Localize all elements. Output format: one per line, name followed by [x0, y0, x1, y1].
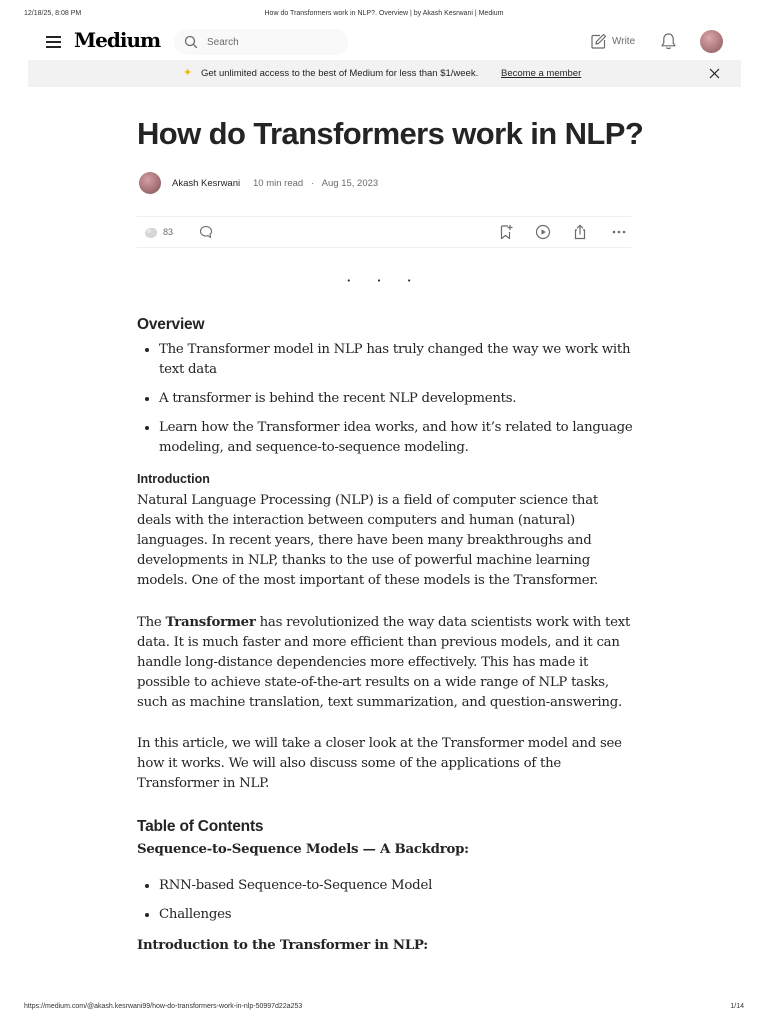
- search-box[interactable]: [174, 29, 348, 55]
- article-body: [137, 316, 633, 956]
- membership-banner: [28, 60, 741, 87]
- section-separator: · · ·: [346, 271, 422, 290]
- medium-logo[interactable]: Medium: [74, 28, 161, 52]
- list-item: • Learn how the Transformer idea works, and how it’s related to language modeling, and sequence-to-sequence modeling.: [159, 418, 633, 458]
- user-avatar[interactable]: [700, 30, 723, 53]
- write-label: Write: [612, 36, 636, 47]
- list-item: • A transformer is behind the recent NLP developments.: [159, 389, 633, 409]
- star-icon: ✦: [183, 67, 193, 79]
- intro-paragraph-1: Natural Language Processing (NLP) is a field of computer science that deals with the interaction between computers and human (natural) languages. In recent years, there have been many breakthroughs and developments in NLP, thanks to the use of powerful machine learning models. One of the most important of these models is the Transformer.: [137, 493, 599, 588]
- bell-icon[interactable]: [660, 32, 677, 51]
- page-number: 1/14: [730, 1003, 744, 1010]
- meta-dot: ·: [311, 178, 315, 189]
- intro-heading: Introduction: [137, 472, 210, 486]
- toc-section-1-list: [137, 876, 633, 925]
- list-item: • RNN-based Sequence-to-Sequence Model: [159, 876, 633, 896]
- comment-icon[interactable]: [199, 225, 213, 239]
- top-navbar: [0, 26, 768, 58]
- overview-list: [137, 340, 633, 458]
- menu-icon[interactable]: [46, 36, 61, 48]
- play-icon[interactable]: [535, 224, 551, 240]
- search-input[interactable]: [207, 35, 337, 49]
- print-doc-title: How do Transformers work in NLP?. Overview | by Akash Kesrwani | Medium: [264, 10, 504, 17]
- write-icon: [590, 33, 607, 50]
- article-title: How do Transformers work in NLP?: [137, 116, 644, 151]
- bookmark-add-icon[interactable]: [499, 224, 513, 240]
- share-icon[interactable]: [573, 224, 587, 240]
- article-meta: [253, 178, 378, 189]
- overview-heading: Overview: [137, 316, 205, 333]
- search-icon: [184, 35, 198, 49]
- banner-message: Get unlimited access to the best of Medium for less than $1/week.: [201, 68, 479, 79]
- print-header: [24, 10, 744, 22]
- toc-heading: Table of Contents: [137, 818, 264, 835]
- page-url: https://medium.com/@akash.kesrwani99/how-do-transformers-work-in-nlp-50997d22a253: [24, 1003, 303, 1010]
- author-row: [137, 172, 637, 194]
- list-item: • Challenges: [159, 905, 633, 925]
- clap-count: 83: [163, 227, 174, 237]
- intro-p2-rest: has revolutionized the way data scientists work with text data. It is much faster and more efficient than previous models, and it can handle long-distance dependencies more effectively. This has made it possible to achieve state-of-the-art results on a wide range of NLP tasks, such as machine translation, text summarization, and question-answering.: [137, 615, 631, 710]
- read-time: 10 min read: [253, 178, 304, 189]
- clap-icon[interactable]: [143, 225, 159, 239]
- close-icon[interactable]: [709, 68, 720, 79]
- intro-p2-start: The: [137, 615, 166, 630]
- author-name[interactable]: Akash Kesrwani: [172, 178, 241, 189]
- print-footer: [24, 1003, 744, 1015]
- more-icon[interactable]: [611, 224, 627, 240]
- intro-paragraph-3: In this article, we will take a closer look at the Transformer model and see how it works. We will also discuss some of the applications of the Transformer in NLP.: [137, 736, 622, 791]
- toc-section-2: Introduction to the Transformer in NLP:: [137, 938, 428, 953]
- intro-p2-bold: Transformer: [165, 615, 256, 630]
- author-avatar[interactable]: [139, 172, 161, 194]
- intro-paragraph-2: [137, 613, 633, 713]
- list-item: • The Transformer model in NLP has truly changed the way we work with text data: [159, 340, 633, 380]
- become-member-link[interactable]: Become a member: [501, 68, 582, 79]
- article-action-bar: [137, 216, 631, 248]
- print-datetime: 12/18/25, 8:08 PM: [24, 10, 82, 17]
- toc-section-1: Sequence-to-Sequence Models — A Backdrop:: [137, 842, 469, 857]
- publish-date: Aug 15, 2023: [321, 178, 379, 189]
